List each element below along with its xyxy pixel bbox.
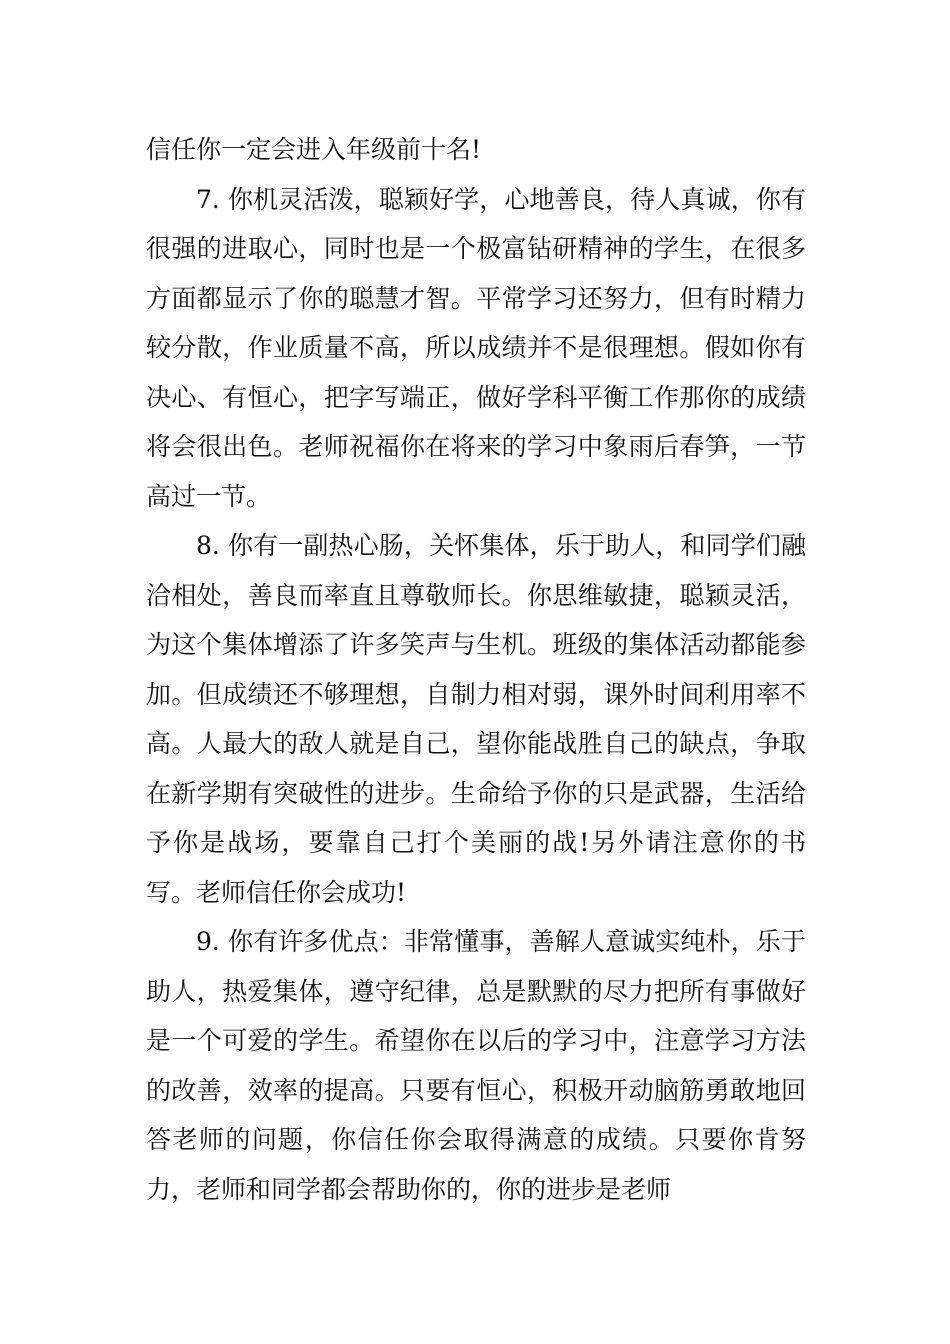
paragraph-comment-8: 8. 你有一副热心肠，关怀集体，乐于助人，和同学们融洽相处，善良而率直且尊敬师长。你思维敏捷，聪颖灵活，为这个集体增添了许多笑声与生机。班级的集体活动都能参加。但成绩还不够理想，自制力相对弱，课外时间利用率不高。人最大的敌人就是自己，望你能战胜自己的缺点，争取在新学期有突破性的进步。生命给予你的只是武器，生活给予你是战场，要靠自己打个美丽的战!另外请注意你的书写。老师信任你会成功! (146, 531, 806, 907)
document-body (146, 125, 806, 1214)
paragraph-comment-7: 7. 你机灵活泼，聪颖好学，心地善良，待人真诚，你有很强的进取心，同时也是一个极富钻研精神的学生，在很多方面都显示了你的聪慧才智。平常学习还努力，但有时精力较分散，作业质量不高，所以成绩并不是很理想。假如你有决心、有恒心，把字写端正，做好学科平衡工作那你的成绩将会很出色。老师祝福你在将来的学习中象雨后春笋，一节高过一节。 (146, 184, 806, 511)
paragraph-continuation: 信任你一定会进入年级前十名! (146, 135, 482, 164)
paragraph-comment-9: 9. 你有许多优点：非常懂事，善解人意诚实纯朴，乐于助人，热爱集体，遵守纪律，总是默默的尽力把所有事做好是一个可爱的学生。希望你在以后的学习中，注意学习方法的改善，效率的提高。只要有恒心，积极开动脑筋勇敢地回答老师的问题，你信任你会取得满意的成绩。只要你肯努力，老师和同学都会帮助你的，你的进步是老师 (146, 927, 806, 1204)
